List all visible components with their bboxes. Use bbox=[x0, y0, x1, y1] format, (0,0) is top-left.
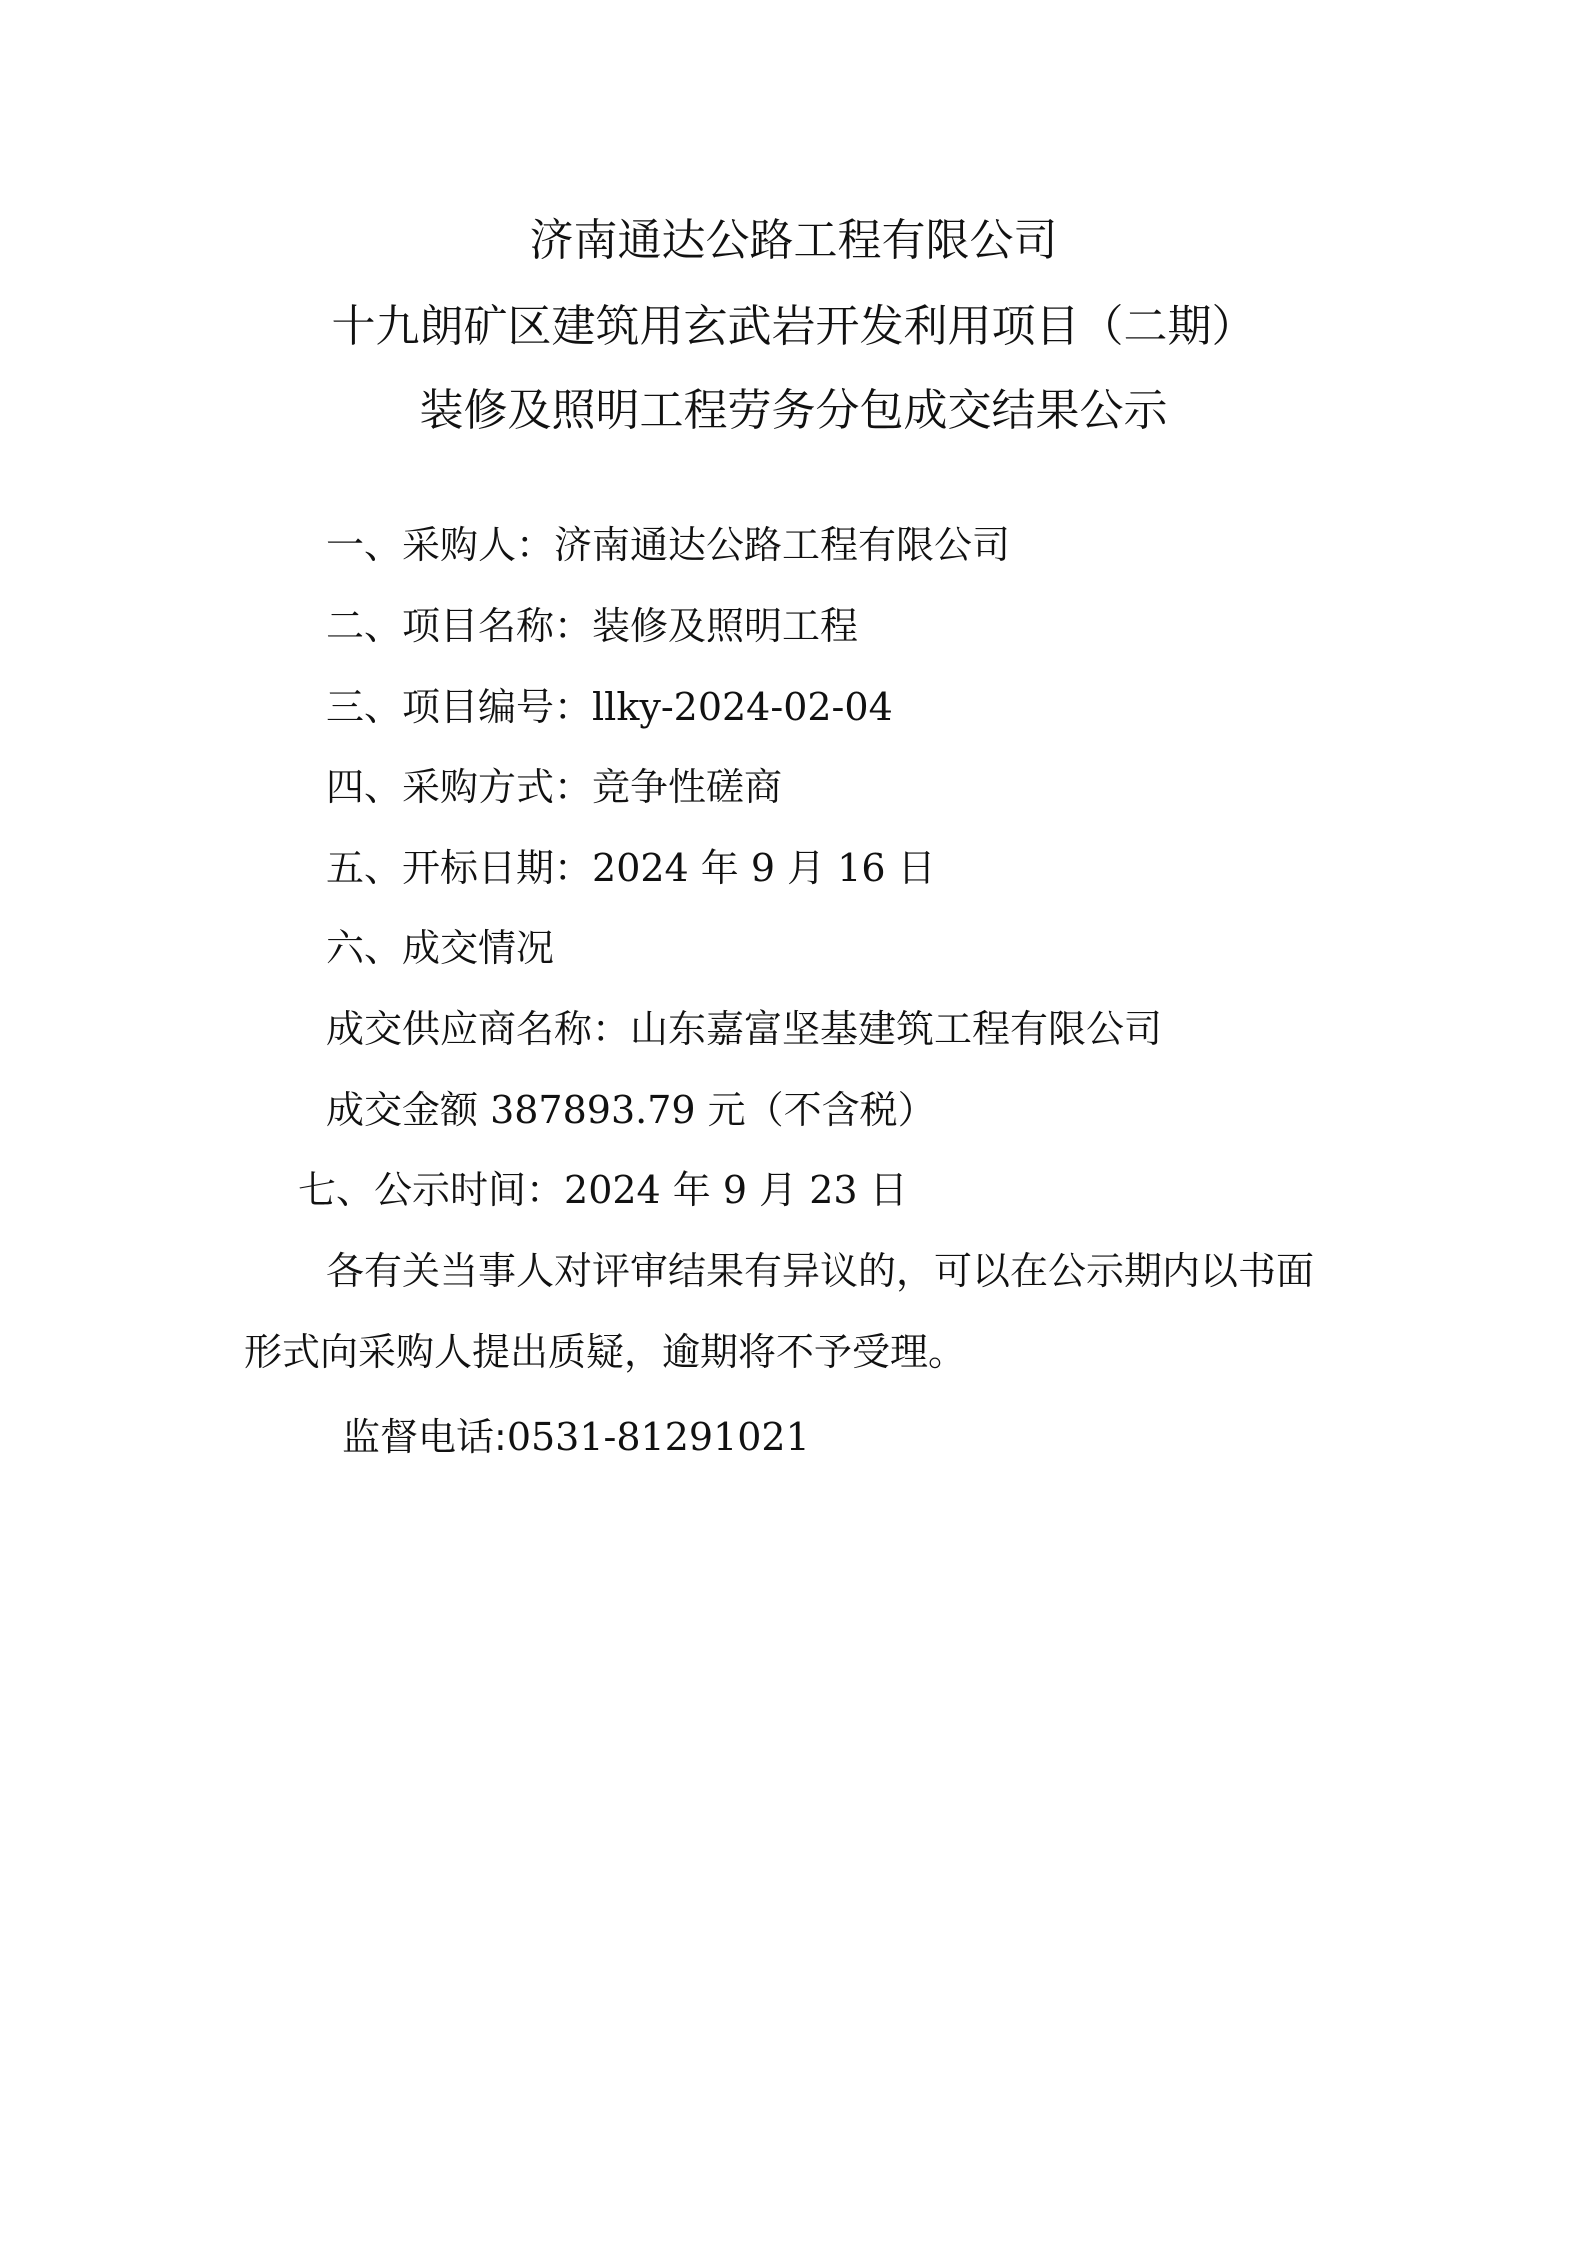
project-name-value: 装修及照明工程 bbox=[592, 604, 859, 648]
opening-date-label: 五、开标日期： bbox=[326, 846, 593, 890]
title-line-1: 济南通达公路工程有限公司 bbox=[529, 215, 1058, 266]
project-name-label: 二、项目名称： bbox=[326, 604, 593, 648]
procurement-method-label: 四、采购方式： bbox=[326, 765, 593, 809]
phone-value: 0531-81291021 bbox=[506, 1415, 810, 1459]
supplier-line: 成交供应商名称：山东嘉富坚基建筑工程有限公司 bbox=[326, 1007, 1163, 1051]
procurement-method-value: 竞争性磋商 bbox=[592, 765, 783, 809]
phone-label: 监督电话: bbox=[342, 1415, 507, 1459]
project-number-value: llky-2024-02-04 bbox=[592, 685, 893, 729]
amount-line: 成交金额 387893.79 元（不含税） bbox=[326, 1088, 936, 1132]
deal-heading: 六、成交情况 bbox=[326, 926, 555, 970]
title-line-3: 装修及照明工程劳务分包成交结果公示 bbox=[419, 385, 1168, 436]
phone-line bbox=[342, 1411, 810, 1463]
notice-time-label: 七、公示时间： bbox=[298, 1168, 565, 1212]
purchaser-value: 济南通达公路工程有限公司 bbox=[554, 523, 1011, 567]
project-number-label: 三、项目编号： bbox=[326, 685, 593, 729]
purchaser-line bbox=[326, 519, 1010, 571]
opening-date-value: 2024 年 9 月 16 日 bbox=[592, 846, 936, 890]
purchaser-label: 一、采购人： bbox=[326, 523, 555, 567]
notice-time-line bbox=[298, 1164, 908, 1216]
deal-heading-line bbox=[326, 922, 554, 974]
notice-time-value: 2024 年 9 月 23 日 bbox=[564, 1168, 908, 1212]
title-line-2: 十九朗矿区建筑用玄武岩开发利用项目（二期） bbox=[331, 301, 1256, 352]
remark-line-2: 形式向采购人提出质疑，逾期将不予受理。 bbox=[244, 1330, 967, 1374]
project-name-line bbox=[326, 600, 858, 652]
project-number-line bbox=[326, 681, 893, 733]
remark-line-1: 各有关当事人对评审结果有异议的，可以在公示期内以书面 bbox=[326, 1249, 1315, 1293]
opening-date-line bbox=[326, 842, 936, 894]
procurement-method-line bbox=[326, 761, 782, 813]
